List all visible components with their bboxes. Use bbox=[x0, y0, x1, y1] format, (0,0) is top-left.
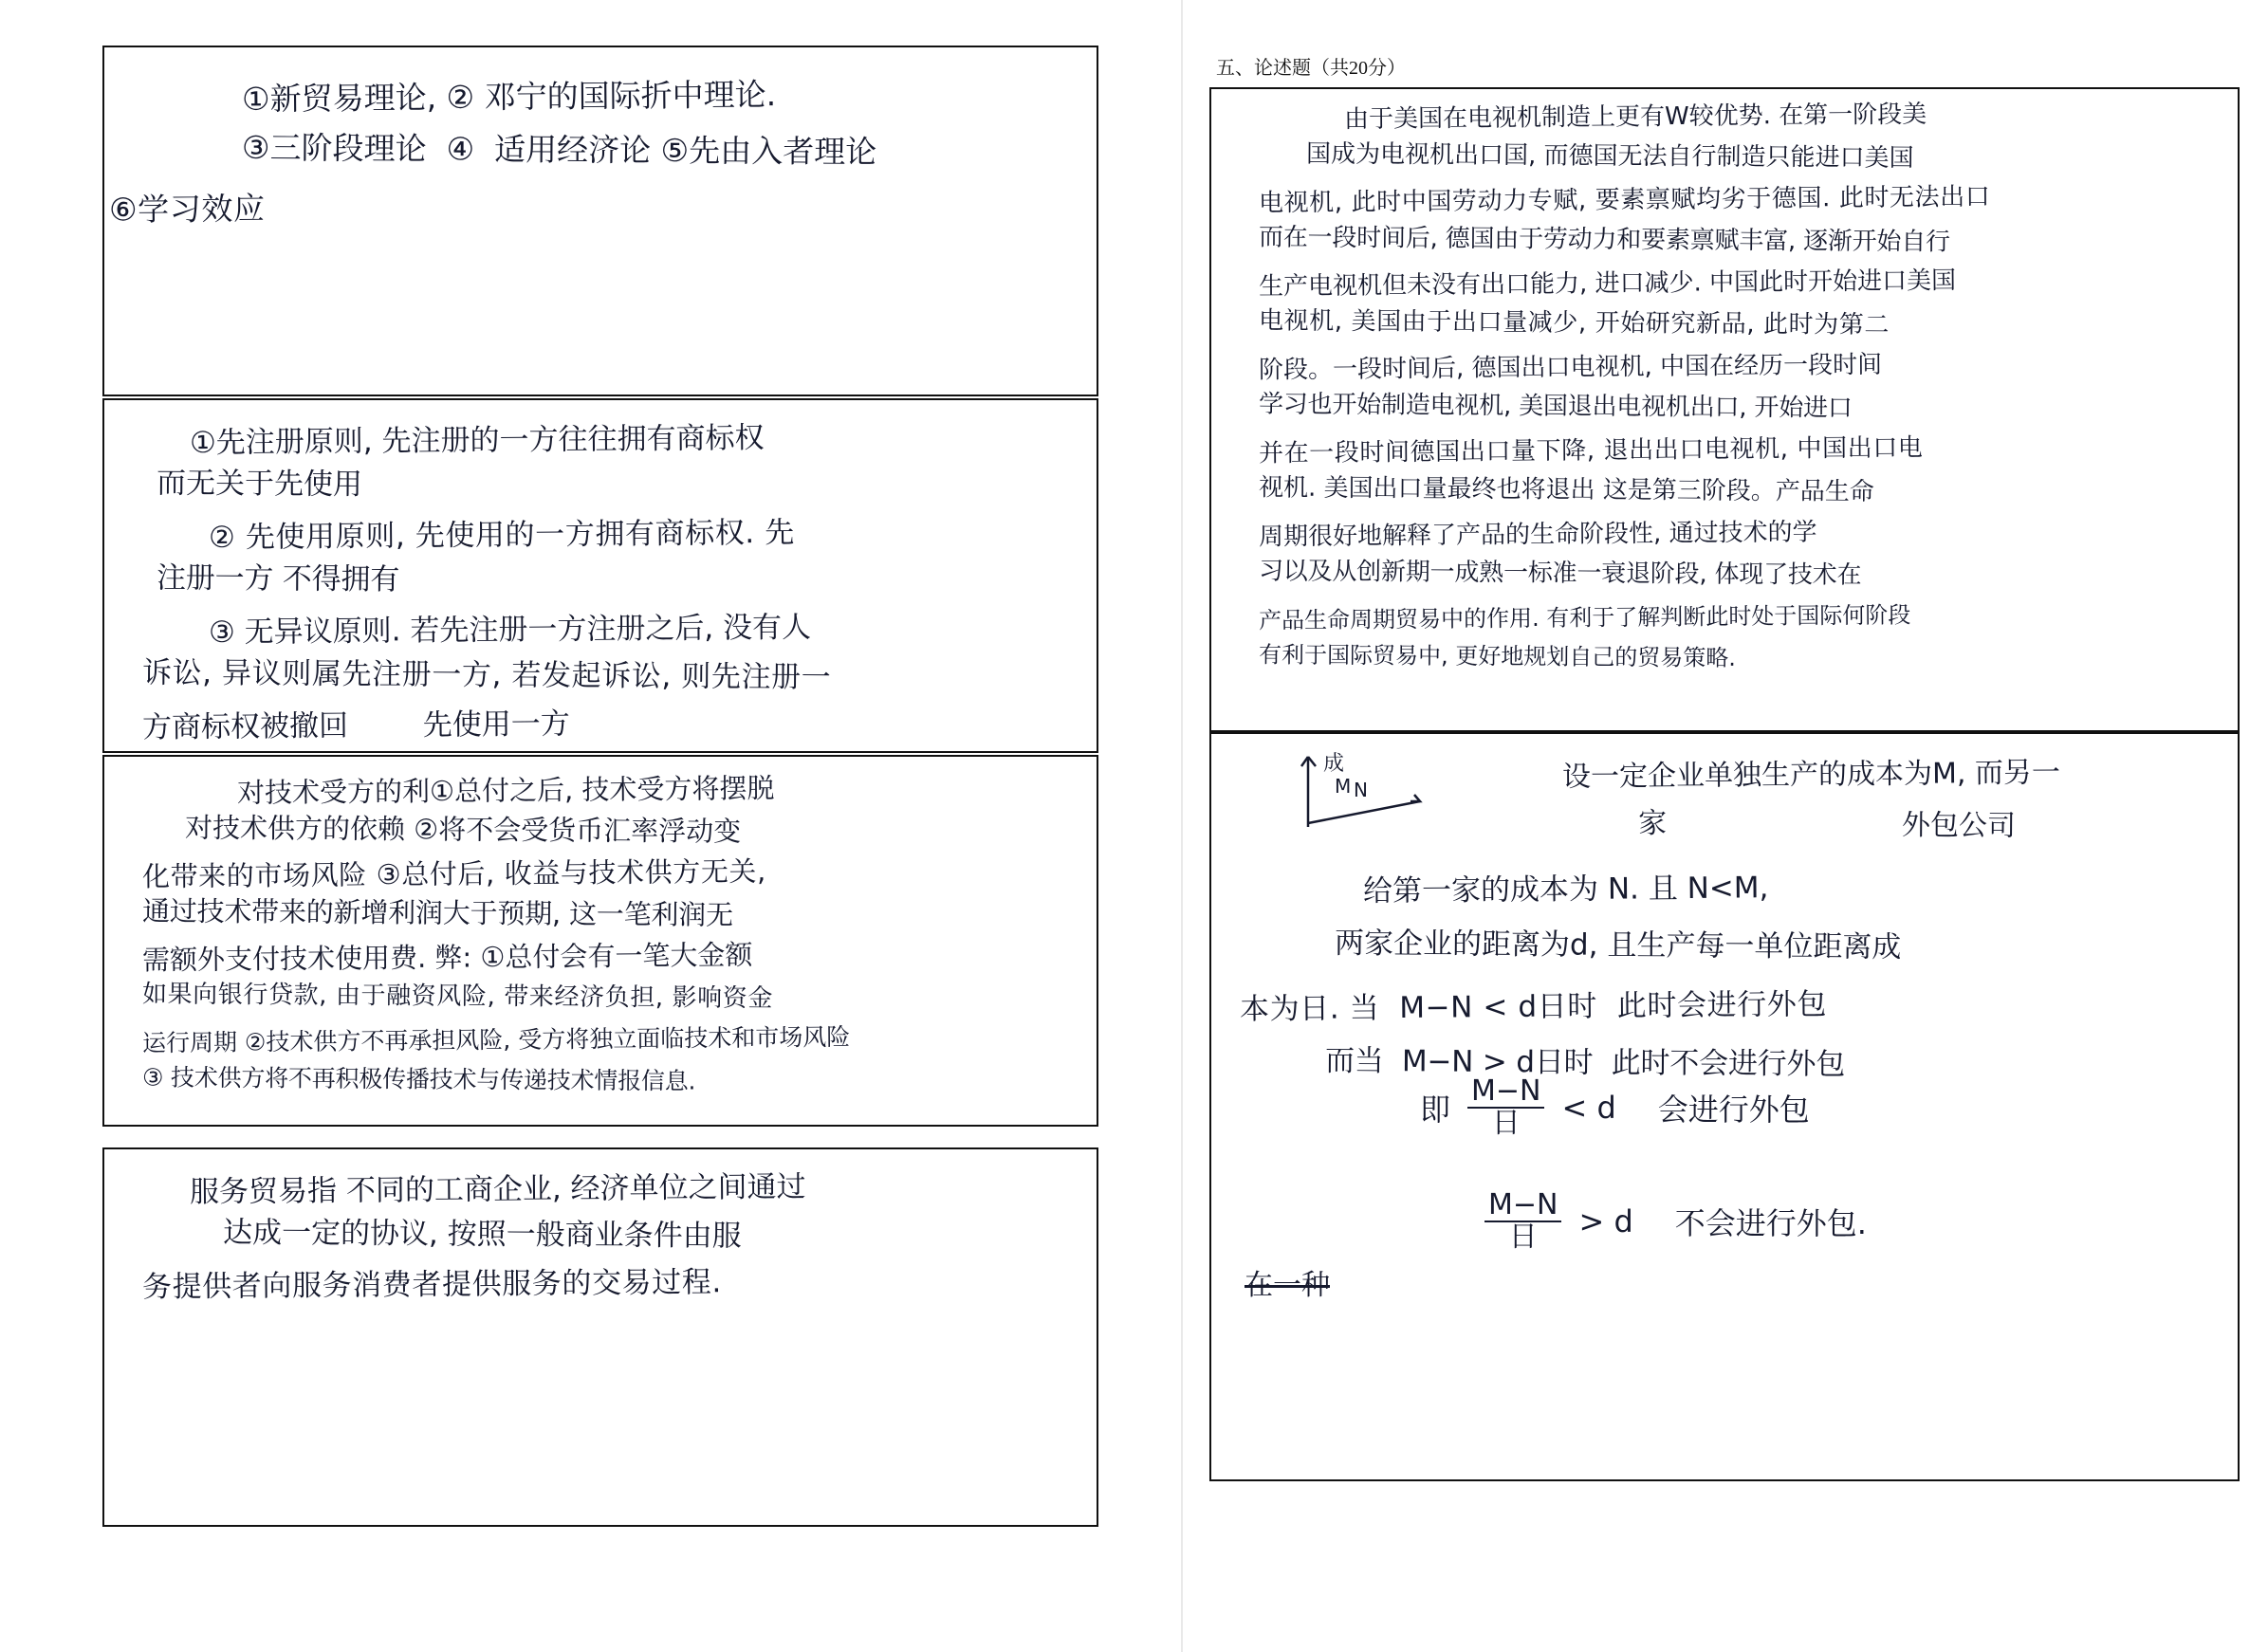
answer-text-4: ①先注册原则, 先注册的一方往往拥有商标权 而无关于先使用 ② 先使用原则, 先使用的一方拥有商标权. 先 注册一方 不得拥有 ③ 无异议原则. 若先注册一方注册之后, 没有人 诉讼, 异议则属先注册一方, 若发起诉讼, 则先注册一 方商标权被撤回 先使用一方 bbox=[141, 420, 832, 745]
answer-text-5: 对技术受方的利①总付之后, 技术受方将摆脱 对技术供方的依赖 ②将不会受货币汇率浮动变 化带来的市场风险 ③总付后, 收益与技术供方无关, 通过技术带来的新增利润大于预期, 这一笔利润无 需额外支付技术使用费. 弊: ①总付会有一笔大金额 如果向银行贷款, 由于融资风险, 带来经济负担, 影响资金 运行周期 ②技术供方不再承担风险, 受方将独立面临技术和市场风险 ③ 技术供方将不再积极传播技术与传递技术情报信息. bbox=[141, 772, 851, 1095]
math-line-2: $\frac{M-N}{\text{日}}$ > d 不会进行外包. bbox=[1467, 1190, 1867, 1252]
answer-text-essay-2-body: 给第一家的成本为 N. 且 N<M, 两家企业的距离为d, 且生产每一单位距离成 本为日. 当 M−N < d日时 此时会进行外包 而当 M−N > d日时 此时不会进行外包 bbox=[1239, 871, 1902, 1082]
page-right bbox=[1181, 0, 2268, 1652]
answer-text-6: 服务贸易指 不同的工商企业, 经济单位之间通过 达成一定的协议, 按照一般商业条件由服 务提供者向服务消费者提供服务的交易过程. bbox=[141, 1169, 806, 1305]
section-heading: 五、论述题（共20分） bbox=[1216, 58, 1406, 79]
svg-text:M: M bbox=[1335, 775, 1352, 798]
fraction-1: $\frac{M-N}{\text{日}}$ bbox=[1467, 1076, 1544, 1138]
axes-sketch-icon bbox=[1297, 749, 1486, 835]
answer-text-essay-1: 由于美国在电视机制造上更有W较优势. 在第一阶段美 国成为电视机出口国, 而德国无法自行制造只能进口美国 电视机, 此时中国劳动力专赋, 要素禀赋均劣于德国. 此时无法出口 而在一段时间后, 德国由于劳动力和要素禀赋丰富, 逐渐开始自行 生产电视机但未没有出口能力, 进口减少. 中国此时开始进口美国 电视机, 美国由于出口量减少, 开始研究新品, 此时为第二 阶段。一段时间后, 德国出口电视机, 中国在经历一段时间 学习也开始制造电视机, 美国退出电视机出口, 开始进口 并在一段时间德国出口量下降, 退出出口电视机, 中国出口电 视机. 美国出口量最终也将退出 这是第三阶段。产品生命 周期很好地解释了产品的生命阶段性, 通过技术的学 习以及从创新期一成熟一标准一衰退阶段, 体现了技术在 产品生命周期贸易中的作用. 有利于了解判断此时处于国际何阶段 有利于国际贸易中, 更好地规划自己的贸易策略. bbox=[1258, 100, 1991, 671]
answer-text-3: ①新贸易理论, ② 邓宁的国际折中理论. ③三阶段理论 ④ 适用经济论 ⑤先由入者理论 ⑥学习效应 bbox=[108, 76, 877, 229]
fraction-2: $\frac{M-N}{\text{日}}$ bbox=[1484, 1190, 1561, 1252]
math-line-1: 即 $\frac{M-N}{\text{日}}$ < d 会进行外包 bbox=[1420, 1074, 1810, 1140]
svg-text:N: N bbox=[1354, 779, 1368, 801]
answer-text-essay-2-intro: 设一定企业单独生产的成本为M, 而另一 家 外包公司 bbox=[1561, 756, 2061, 843]
svg-text:成: 成 bbox=[1323, 752, 1345, 776]
crossed-out-text: 在一种 bbox=[1245, 1269, 1330, 1302]
